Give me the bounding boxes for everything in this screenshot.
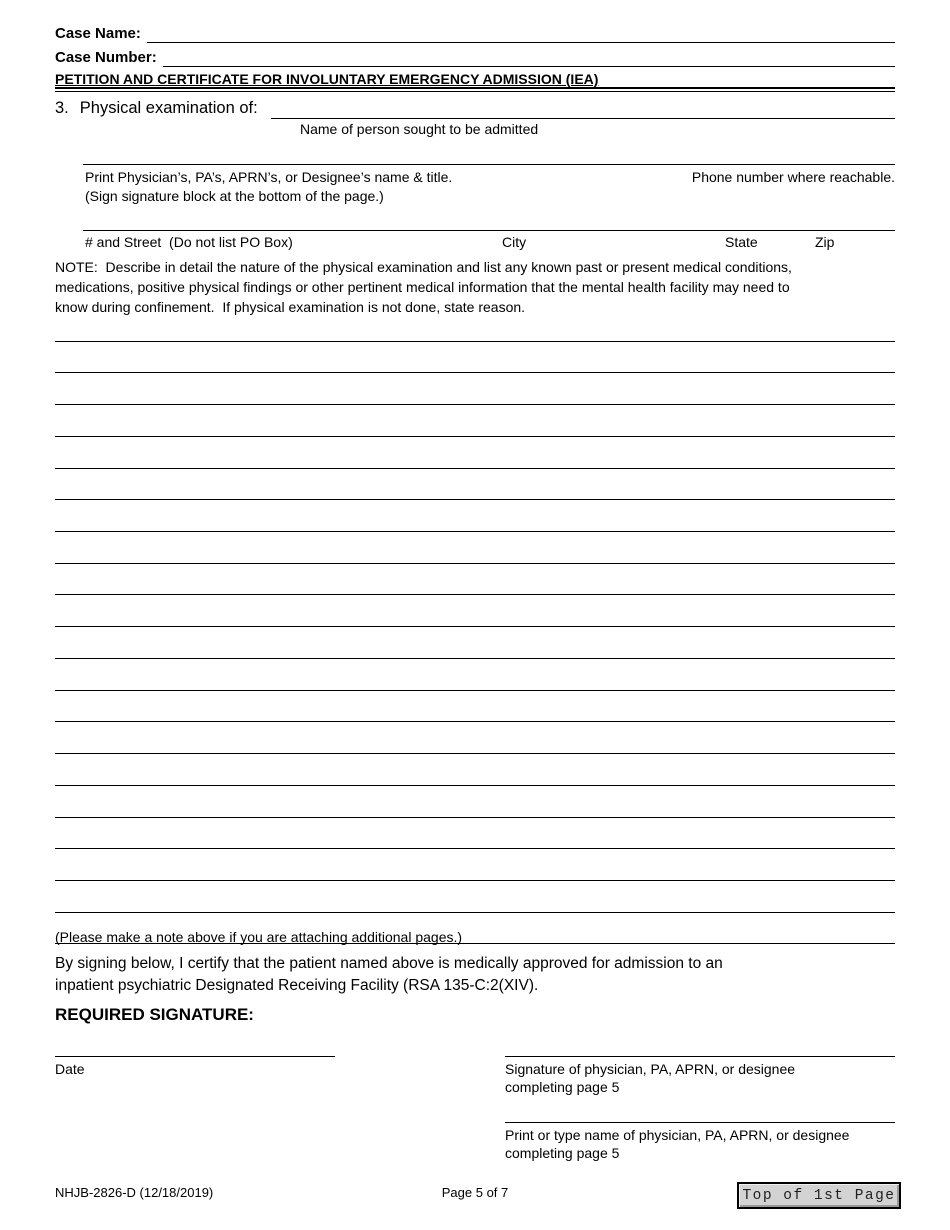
attach-pages-note: (Please make a note above if you are attaching additional pages.) — [55, 929, 463, 945]
street-caption: # and Street (Do not list PO Box) — [85, 234, 293, 250]
form-number: NHJB-2826-D (12/18/2019) — [55, 1185, 214, 1200]
writing-line[interactable] — [55, 564, 895, 596]
date-caption: Date — [55, 1061, 85, 1077]
writing-line[interactable] — [55, 722, 895, 754]
form-title: PETITION AND CERTIFICATE FOR INVOLUNTARY EMERGENCY ADMISSION (IEA) — [55, 71, 599, 87]
writing-line[interactable] — [55, 310, 895, 342]
title-rule-bottom — [55, 91, 895, 92]
writing-line[interactable] — [55, 469, 895, 501]
physician-caption-line2: (Sign signature block at the bottom of the page.) — [85, 188, 384, 204]
page-indicator: Page 5 of 7 — [441, 1185, 509, 1200]
date-block — [55, 1040, 335, 1078]
case-number-field-line[interactable] — [163, 47, 895, 67]
certification-statement — [55, 953, 915, 996]
item-3-number: 3. — [55, 99, 69, 117]
date-field-line[interactable] — [55, 1040, 335, 1057]
case-name-field-line[interactable] — [147, 23, 895, 43]
required-signature-heading: REQUIRED SIGNATURE: — [55, 1005, 254, 1024]
item-3-row — [55, 97, 895, 119]
print-name-block — [505, 1106, 895, 1162]
physician-name-field-line[interactable] — [83, 147, 895, 165]
writing-line[interactable] — [55, 818, 895, 850]
title-rule-top — [55, 87, 895, 89]
writing-line[interactable] — [55, 849, 895, 881]
print-name-caption-line1: Print or type name of physician, PA, APRN, or designee — [505, 1127, 850, 1143]
signature-block — [505, 1040, 895, 1096]
case-number-row — [55, 47, 895, 67]
address-field-line[interactable] — [83, 213, 895, 231]
writing-line[interactable] — [55, 659, 895, 691]
print-name-field-line[interactable] — [505, 1106, 895, 1123]
certification-line-1: By signing below, I certify that the patient named above is medically approved for admission to an — [55, 955, 723, 972]
note-paragraph — [55, 257, 915, 317]
top-of-first-page-button[interactable]: Top of 1st Page — [737, 1182, 901, 1209]
certification-line-2: inpatient psychiatric Designated Receiving Facility (RSA 135-C:2(XIV). — [55, 976, 539, 994]
writing-line[interactable] — [55, 595, 895, 627]
writing-line[interactable] — [55, 754, 895, 786]
physician-caption-left — [85, 168, 452, 206]
writing-line[interactable] — [55, 627, 895, 659]
city-caption: City — [502, 234, 527, 250]
signature-field-line[interactable] — [505, 1040, 895, 1057]
zip-caption: Zip — [815, 234, 835, 250]
writing-line[interactable] — [55, 342, 895, 374]
physician-caption-line1: Print Physician’s, PA’s, APRN’s, or Designee’s name & title. — [85, 169, 453, 185]
writing-line[interactable] — [55, 532, 895, 564]
case-name-label: Case Name: — [55, 25, 141, 42]
phone-caption: Phone number where reachable. — [691, 169, 895, 185]
writing-line[interactable] — [55, 786, 895, 818]
physician-captions — [85, 168, 895, 206]
person-name-field-line[interactable] — [271, 97, 895, 119]
state-caption: State — [725, 234, 758, 250]
case-number-label: Case Number: — [55, 49, 157, 66]
writing-line[interactable] — [55, 500, 895, 532]
person-name-caption: Name of person sought to be admitted — [300, 121, 539, 137]
item-3-label: Physical examination of: — [79, 99, 258, 117]
note-line-3: know during confinement. If physical examination is not done, state reason. — [55, 299, 526, 315]
writing-line[interactable] — [55, 881, 895, 913]
writing-line[interactable] — [55, 437, 895, 469]
case-name-row — [55, 23, 895, 43]
writing-line[interactable] — [55, 373, 895, 405]
signature-caption-line2: completing page 5 — [505, 1079, 620, 1095]
print-name-caption-line2: completing page 5 — [505, 1145, 620, 1161]
note-line-2: medications, positive physical findings or other pertinent medical information that the mental health facility may need to — [55, 279, 790, 295]
note-line-1: NOTE: Describe in detail the nature of the physical examination and list any known past or present medical conditions, — [55, 259, 792, 275]
signature-caption-line1: Signature of physician, PA, APRN, or designee — [505, 1061, 796, 1077]
writing-line[interactable] — [55, 405, 895, 437]
writing-line[interactable] — [55, 691, 895, 723]
writing-lines — [55, 310, 895, 944]
